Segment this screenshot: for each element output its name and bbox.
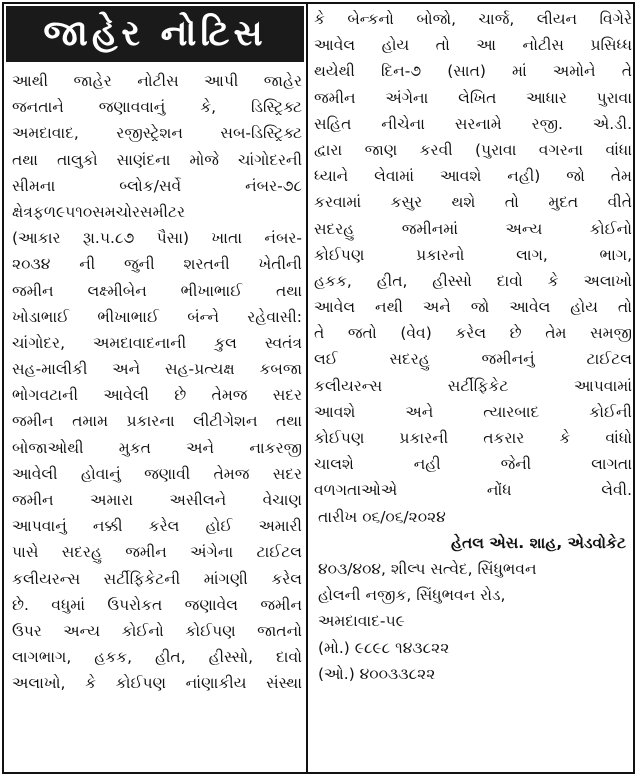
notice-line: થયેથી દિન-૭ (સાત) માં અમોને તે xyxy=(314,62,632,81)
notice-line: ભોગવટાની આવેલી છે તેમજ સદર xyxy=(12,386,302,405)
notice-line: ૨૦૩૪ ની જુની શરતની ખેતીની xyxy=(12,255,302,274)
notice-line: આથી જાહેર નોટીસ આપી જાહેર xyxy=(12,72,302,90)
notice-line: તે જતો (વેવ) કરેલ છે તેમ સમજી xyxy=(314,324,632,343)
notice-title: જાહેર નોટિસ xyxy=(6,6,304,62)
right-column-text xyxy=(314,6,632,687)
notice-line: ચાંગોદર, અમદાવાદનાની કુલ સ્વતંત્ર xyxy=(12,333,302,352)
notice-line: ઉપર અન્ય કોઈનો કોઈપણ જાતનો xyxy=(12,621,302,640)
column-divider xyxy=(306,2,308,774)
notice-line: સહ-માલીકી અને સહ-પ્રત્યક્ષ કબજા xyxy=(12,360,302,379)
notice-line: સદરહુ જમીનમાં અન્ય કોઈનો xyxy=(314,219,632,238)
notice-line: અલાખો, કે કોઈપણ નાંણાકીય સંસ્થા xyxy=(12,674,302,693)
notice-line: પાસે સદરહુ જમીન અંગેના ટાઈટલ xyxy=(12,543,302,562)
notice-line: દ્વારા જાણ કરવી (પુરાવા વગરના વાંધા xyxy=(314,140,632,159)
notice-line: બોજાઓથી મુકત અને નાકરજી xyxy=(12,438,302,457)
address-line: અમદાવાદ-૫૯ xyxy=(318,612,405,631)
notice-line: કલીયરન્સ સર્ટીફિકેટની માંગણી કરેલ xyxy=(12,569,302,588)
notice-line: લાગભાગ, હકક, હીત, હીસ્સો, દાવો xyxy=(12,648,302,667)
office-number: (ઓ.) ૪૦૦૩૩૮૨૨ xyxy=(318,664,436,683)
notice-line: કોઈપણ પ્રકારની તકરાર કે વાંધો xyxy=(314,429,632,447)
mobile-number: (મો.) ૯૮૯૮ ૧૪૩૮૨૨ xyxy=(318,638,450,657)
notice-line: ખોડાભાઈ ભીખાભાઈ બંન્ને રહેવાસી: xyxy=(12,307,302,326)
notice-line: આવેલ હોય તો આ નોટીસ પ્રસિધ્ધ xyxy=(314,36,632,55)
notice-line: તથા તાલુકો સાણંદના મોજે ચાંગોદરની xyxy=(12,150,302,169)
notice-line: આવેલી હોવાનું જણાવી તેમજ સદર xyxy=(12,464,302,483)
notice-line: ચાલશે નહી જેની લાગતા xyxy=(314,455,632,474)
notice-line: સીમના બ્લોક/સર્વે નંબર-૭૮ xyxy=(12,176,302,195)
notice-line: જમીન તમામ પ્રકારના લીટીગેશન તથા xyxy=(12,412,302,431)
notice-line: આવશે અને ત્યારબાદ કોઈની xyxy=(314,402,632,421)
notice-line: ધ્યાને લેવામાં આવશે નહી) જો તેમ xyxy=(314,167,632,186)
advocate-signature: હેતલ એસ. શાહ, એડવોકેટ xyxy=(450,533,626,552)
notice-line: વળગતાઓએ નોંધ લેવી. xyxy=(314,481,632,500)
notice-line: જનતાને જણાવવાનું કે, ડિસ્ટ્રિક્ટ xyxy=(12,98,302,117)
address-line: ૪૦૩/૪૦૪, શીલ્પ સત્વેદ, સિંધુભવન xyxy=(318,559,537,578)
notice-line: છે. વધુમાં ઉપરોકત જણાવેલ જમીન xyxy=(12,595,302,614)
notice-line: આપવાનું નક્કી કરેલ હોઈ અમારી xyxy=(12,517,302,536)
notice-line: કોઈપણ પ્રકારનો લાગ, ભાગ, xyxy=(314,245,632,264)
address-line: હોલની નજીક, સિંધુભવન રોડ, xyxy=(318,586,506,605)
notice-line: જમીન લક્ષ્મીબેન ભીખાભાઈ તથા xyxy=(12,281,302,300)
notice-line: અમદાવાદ, રજીસ્ટ્રેશન સબ-ડિસ્ટ્રિક્ટ xyxy=(12,124,302,143)
notice-line: કરવામાં કસુર થશે તો મુદત વીતે xyxy=(314,193,632,212)
notice-line: (આકાર રૂા.૫.૮૭ પૈસા) ખાતા નંબર- xyxy=(12,229,302,248)
notice-line: જમીન અંગેના લેખિત આધાર પુરાવા xyxy=(314,88,632,107)
notice-line: કલીયરન્સ સર્ટીફિકેટ આપવામાં xyxy=(314,376,632,395)
notice-line: આવેલ નથી અને જો આવેલ હોય તો xyxy=(314,298,632,317)
notice-line: કે બેન્કનો બોજો, ચાર્જ, લીયન વિગેરે xyxy=(314,10,632,28)
notice-line: જમીન અમારા અસીલને વેચાણ xyxy=(12,491,302,509)
left-column-text xyxy=(12,68,302,697)
notice-line: હકક, હીત, હીસ્સો દાવો કે અલાખો xyxy=(314,271,632,290)
notice-line: લઈ સદરહુ જમીનનું ટાઈટલ xyxy=(314,350,632,369)
date-line: તારીખ ૦૬/૦૬/૨૦૨૪ xyxy=(318,507,446,526)
notice-line: ક્ષેત્રફળ૯૫૧૦સમચોરસમીટર xyxy=(12,202,185,221)
notice-line: સહિત નીચેના સરનામે રજી. એ.ડી. xyxy=(314,114,632,133)
